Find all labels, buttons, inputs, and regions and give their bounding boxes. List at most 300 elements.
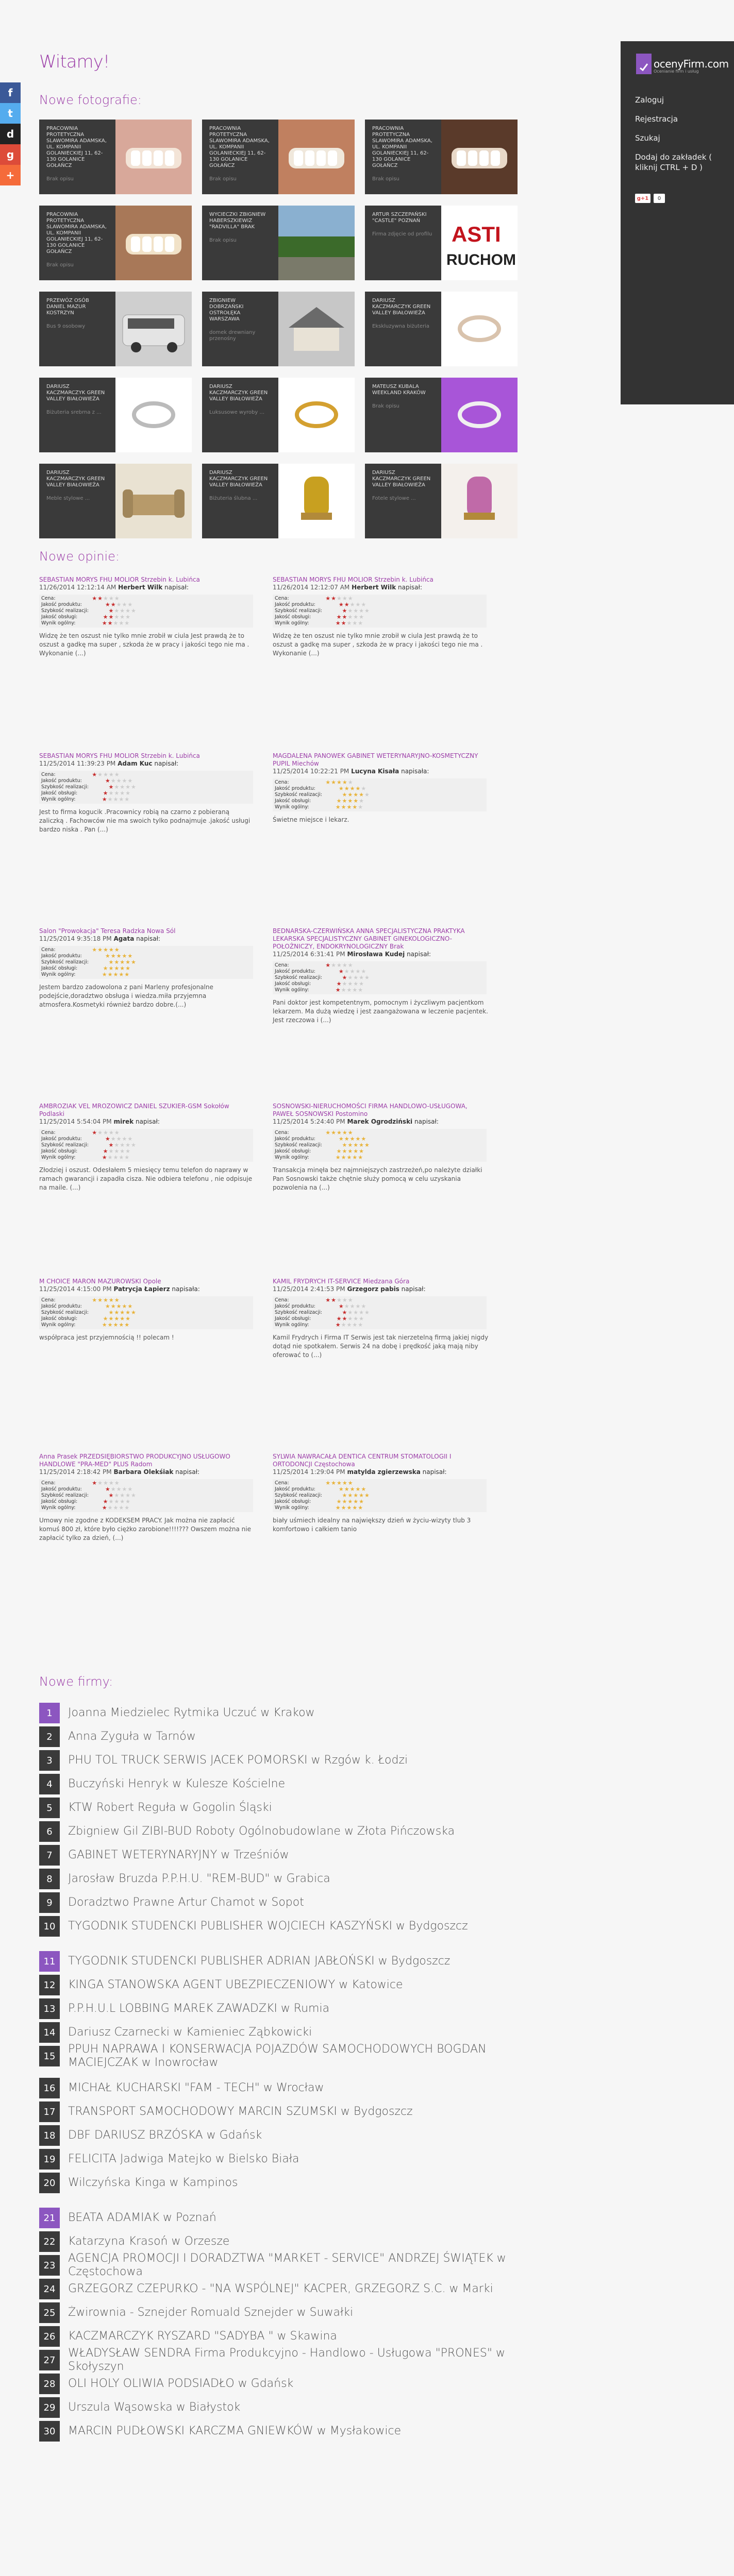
rating-row (41, 620, 251, 626)
photo-title: DARIUSZ KACZMARCZYK GREEN VALLEY BIAŁOWIEŻA (209, 384, 268, 402)
rating-label: Wynik ogólny: (275, 620, 309, 626)
star-icon: ★ (347, 1142, 354, 1148)
star-icon: ★ (359, 1148, 364, 1155)
star-icon: ★ (92, 771, 98, 778)
photo-title: DARIUSZ KACZMARCZYK GREEN VALLEY BIAŁOWIEŻA (372, 470, 431, 488)
review-item (273, 576, 489, 658)
firm-list-item[interactable] (39, 2173, 518, 2193)
star-icon: ★ (102, 796, 108, 803)
review-text: Widzę że ten oszust nie tylko mnie zrobił w ciula Jest prawdą że to oszust a gadkę ma super , szkoda że w pracy i jakości tego nie ma . Wykonanie (...) (273, 632, 483, 657)
review-wrote-label: napisał: (398, 584, 422, 591)
firm-name-link[interactable]: Anna Zyguła w Tarnów (68, 1730, 196, 1743)
star-icon: ★ (352, 804, 358, 810)
rating-label: Cena: (41, 772, 56, 777)
rating-label: Cena: (41, 1297, 56, 1303)
star-icon: ★ (122, 1303, 128, 1310)
firm-list-item[interactable] (39, 1892, 518, 1913)
star-icon: ★ (364, 607, 370, 614)
rating-row (41, 1322, 251, 1328)
photo-tile[interactable] (39, 378, 192, 452)
review-author: matylda zgierzewska (347, 1468, 421, 1476)
firm-name-link[interactable]: PPUH NAPRAWA I KONSERWACJA POJAZDÓW SAMOCHODOWYCH BOGDAN MACIEJCZAK w Inowrocław (68, 2043, 487, 2069)
review-item (39, 1453, 256, 1543)
photo-tile[interactable] (39, 120, 192, 194)
star-icon: ★ (127, 777, 134, 784)
star-icon: ★ (347, 1498, 354, 1505)
review-text: Widzę że ten oszust nie tylko mnie zrobił w ciula Jest prawdą że to oszust a gadkę ma super , szkoda że w pracy i jakości tego nie ma . Wykonanie (...) (39, 632, 249, 657)
rating-label: Jakość obsługi: (275, 1499, 311, 1504)
firm-name-link[interactable]: Katarzyna Krasoń w Orzesze (68, 2235, 230, 2248)
firm-number: 13 (39, 1998, 60, 2019)
star-icon: ★ (338, 968, 344, 975)
star-icon: ★ (107, 1154, 113, 1161)
star-icon: ★ (120, 959, 126, 965)
rating-row (275, 987, 485, 993)
photo-image (115, 464, 192, 538)
review-author: Adam Kuc (118, 760, 153, 767)
star-icon: ★ (355, 785, 361, 792)
star-icon: ★ (353, 980, 359, 987)
menu-search[interactable]: Szukaj (635, 133, 660, 143)
star-icon: ★ (353, 1492, 359, 1499)
star-icon: ★ (114, 1309, 120, 1316)
rating-label: Szybkość realizacji: (41, 784, 89, 790)
star-icon: ★ (124, 1321, 130, 1328)
review-wrote-label: napisał: (407, 951, 431, 958)
review-meta (39, 760, 256, 768)
star-icon: ★ (103, 965, 109, 972)
firm-name-link[interactable]: MICHAŁ KUCHARSKI "FAM - TECH" w Wrocław (68, 2081, 324, 2094)
review-firm-link[interactable]: SEBASTIAN MORYS FHU MOLIOR Strzebin k. Lubińca (273, 576, 433, 583)
rating-row (41, 614, 251, 620)
rating-table (39, 946, 253, 979)
firm-list-item[interactable] (39, 1774, 518, 1794)
firm-list-item[interactable] (39, 2302, 518, 2323)
firm-name-link[interactable]: Wilczyńska Kinga w Kampinos (68, 2176, 238, 2189)
review-firm-link[interactable]: Salon "Prowokacja" Teresa Radzka Nowa Sól (39, 927, 176, 935)
star-icon: ★ (341, 1321, 347, 1328)
rating-row (275, 1480, 485, 1486)
rating-row (41, 1130, 251, 1136)
rating-label: Cena: (41, 947, 56, 953)
firm-list-item[interactable] (39, 2125, 518, 2146)
star-icon: ★ (103, 1148, 109, 1155)
firm-number: 1 (39, 1703, 60, 1723)
star-rating (102, 1155, 142, 1161)
firm-number: 5 (39, 1798, 60, 1818)
star-icon: ★ (359, 1492, 364, 1499)
rating-table (273, 1129, 487, 1162)
firm-list-item[interactable] (39, 1821, 518, 1842)
photo-tile[interactable] (202, 206, 355, 280)
review-text: Pani doktor jest kompetentnym, pomocnym i życzliwym pacjentkom lekarzem. Ma dużą wiedzę i jest zaangażowana w leczenie pacjentek. Jest rzeczowa i (...) (273, 999, 488, 1024)
star-icon: ★ (125, 1498, 131, 1505)
firm-list-item[interactable] (39, 2078, 518, 2098)
star-icon: ★ (114, 959, 120, 965)
star-icon: ★ (108, 790, 114, 796)
star-rating (336, 1505, 376, 1511)
star-icon: ★ (359, 1142, 364, 1148)
review-date: 11/26/2014 12:12:14 AM (39, 584, 116, 591)
firm-name-link[interactable]: KTW Robert Reguła w Gogolin Śląski (68, 1801, 272, 1814)
review-wrote-label: napisał: (136, 935, 161, 942)
firm-list-item[interactable] (39, 2374, 518, 2394)
star-icon: ★ (105, 601, 111, 608)
photo-image (278, 292, 355, 366)
firm-list-item[interactable] (39, 2326, 518, 2347)
firm-number: 7 (39, 1845, 60, 1866)
star-icon: ★ (352, 1154, 358, 1161)
review-date: 11/26/2014 12:12:07 AM (273, 584, 350, 591)
star-icon: ★ (110, 1486, 116, 1493)
star-icon: ★ (359, 1309, 364, 1316)
rating-label: Jakość obsługi: (41, 1148, 78, 1154)
rating-label: Wynik ogólny: (275, 987, 309, 993)
firm-list-item[interactable] (39, 1998, 518, 2019)
rating-row (41, 959, 251, 965)
star-icon: ★ (125, 1309, 131, 1316)
firm-name-link[interactable]: PHU TOL TRUCK SERWIS JACEK POMORSKI w Rzgów k. Łodzi (68, 1754, 408, 1767)
review-firm-link[interactable]: M CHOICE MARON MAZUROWSKI Opole (39, 1278, 161, 1285)
firm-name-link[interactable]: Doradztwo Prawne Artur Chamot w Sopot (68, 1896, 304, 1909)
star-icon: ★ (107, 620, 113, 626)
star-icon: ★ (97, 771, 104, 778)
star-icon: ★ (103, 1315, 109, 1322)
star-icon: ★ (108, 1129, 114, 1136)
review-date: 11/25/2014 5:24:40 PM (273, 1118, 345, 1125)
star-icon: ★ (341, 987, 347, 993)
rating-table (39, 771, 253, 804)
star-icon: ★ (335, 1504, 341, 1511)
star-icon: ★ (352, 620, 358, 626)
firm-list-item[interactable] (39, 2252, 518, 2278)
star-icon: ★ (108, 771, 114, 778)
star-icon: ★ (346, 987, 353, 993)
firm-number: 21 (39, 2208, 60, 2228)
firm-list-item[interactable] (39, 2043, 518, 2069)
menu-register[interactable]: Rejestracja (635, 114, 678, 124)
star-icon: ★ (355, 601, 361, 608)
rating-table (273, 595, 487, 628)
star-icon: ★ (108, 946, 114, 953)
rating-row (275, 1310, 485, 1316)
rating-row (275, 975, 485, 981)
rating-label: Cena: (275, 596, 289, 601)
rating-label: Jakość produktu: (41, 953, 82, 959)
share-icon[interactable]: + (0, 165, 21, 185)
star-icon: ★ (119, 1321, 125, 1328)
rating-label: Jakość produktu: (41, 778, 82, 784)
photo-tile[interactable] (39, 464, 192, 538)
star-icon: ★ (102, 1321, 108, 1328)
photos-heading: Nowe fotografie: (39, 93, 142, 107)
rating-row (275, 596, 485, 602)
photo-caption (39, 206, 115, 280)
star-icon: ★ (352, 987, 358, 993)
star-icon: ★ (108, 1142, 114, 1148)
site-logo[interactable] (636, 54, 729, 74)
review-firm-link[interactable]: SYLWIA NAWRACAŁA DENTICA CENTRUM STOMATOLOGII I ORTODONCJI Częstochowa (273, 1453, 452, 1468)
firm-list-item[interactable] (39, 1750, 518, 1771)
rating-row (41, 965, 251, 972)
rating-label: Wynik ogólny: (275, 1322, 309, 1328)
star-icon: ★ (114, 965, 120, 972)
review-firm-link[interactable]: BEDNARSKA-CZERWIŃSKA ANNA SPECJALISTYCZNA PRAKTYKA LEKARSKA SPECJALISTYCZNY GABINET GINEKOLOGICZNO-POŁOŻNICZY, ENDOKRYNOLOGICZNY Brak (273, 927, 465, 950)
rating-label: Szybkość realizacji: (275, 1493, 322, 1498)
firm-number: 24 (39, 2279, 60, 2299)
rating-label: Wynik ogólny: (41, 1322, 76, 1328)
star-icon: ★ (127, 1486, 134, 1493)
photo-title: PRACOWNIA PROTETYCZNA SLAWOMIRA ADAMSKA, UL. KOMPANII GOLANIECKIEJ 11, 62-130 GOLANICE GOŁAŃCZ (46, 126, 107, 168)
star-icon: ★ (114, 614, 120, 620)
photo-caption (365, 120, 441, 194)
firm-name-link[interactable]: Joanna Miedzielec Rytmika Uczuć w Krakow (68, 1706, 315, 1719)
photo-tile[interactable] (39, 292, 192, 366)
firm-list-item[interactable] (39, 1951, 518, 1972)
review-item (273, 1103, 489, 1192)
firm-name-link[interactable]: Jarosław Bruzda P.P.H.U. "REM-BUD" w Grabica (68, 1872, 330, 1885)
star-icon: ★ (341, 620, 347, 626)
star-icon: ★ (347, 1309, 354, 1316)
star-icon: ★ (337, 962, 342, 969)
firm-list-item[interactable] (39, 2231, 518, 2252)
firm-number: 12 (39, 1975, 60, 1995)
star-icon: ★ (103, 1129, 109, 1136)
rating-row (275, 798, 485, 804)
rating-label: Szybkość realizacji: (41, 1493, 89, 1498)
review-firm-link[interactable]: SEBASTIAN MORYS FHU MOLIOR Strzebin k. Lubińca (39, 576, 200, 583)
photo-caption (365, 378, 441, 452)
twitter-icon[interactable]: t (0, 103, 21, 124)
firm-number: 30 (39, 2421, 60, 2442)
star-icon: ★ (108, 1148, 114, 1155)
star-icon: ★ (364, 1492, 370, 1499)
rating-label: Jakość obsługi: (41, 965, 78, 971)
firm-name-link[interactable]: WŁADYSŁAW SENDRA Firma Produkcyjno - Handlowo - Usługowa "PRONES" w Skołyszyn (68, 2347, 505, 2373)
firm-list-item[interactable] (39, 2279, 518, 2299)
photo-image (115, 378, 192, 452)
photo-tile[interactable] (365, 378, 518, 452)
rating-label: Jakość produktu: (275, 1136, 315, 1142)
review-item (273, 1453, 489, 1534)
star-icon: ★ (108, 1309, 114, 1316)
review-item (273, 1278, 489, 1360)
firm-list-item[interactable] (39, 2022, 518, 2043)
star-icon: ★ (122, 953, 128, 959)
firm-name-link[interactable]: DBF DARIUSZ BRZÓSKA w Gdańsk (68, 2129, 262, 2142)
star-icon: ★ (352, 1321, 358, 1328)
logo-icon (636, 54, 652, 74)
photo-description: Ekskluzywna biżuteria (372, 324, 430, 329)
star-icon: ★ (342, 1492, 348, 1499)
photo-tile[interactable] (365, 120, 518, 194)
photo-description: Brak opisu (209, 176, 237, 182)
star-icon: ★ (349, 1136, 356, 1142)
gplus-icon[interactable]: g (0, 144, 21, 165)
photo-tile[interactable] (365, 206, 518, 280)
star-icon: ★ (353, 974, 359, 981)
firm-list-item[interactable] (39, 1798, 518, 1818)
rating-row (275, 1303, 485, 1310)
rating-row (41, 1480, 251, 1486)
firm-name-link[interactable]: Żwirownia - Sznejder Romuald Sznejder w Suwałki (68, 2306, 354, 2319)
photo-tile[interactable] (39, 206, 192, 280)
photo-title: PRZEWÓZ OSÓB DANIEL MAZUR KOSTRZYN (46, 298, 89, 316)
rating-row (41, 1142, 251, 1148)
star-icon: ★ (336, 980, 342, 987)
star-icon: ★ (325, 962, 331, 969)
svg-text:ASTI: ASTI (452, 222, 501, 246)
star-icon: ★ (103, 614, 109, 620)
reviews-heading: Nowe opinie: (39, 549, 120, 564)
rating-label: Jakość produktu: (41, 1486, 82, 1492)
star-icon: ★ (105, 1486, 111, 1493)
firm-name-link[interactable]: Zbigniew Gil ZIBI-BUD Roboty Ogólnobudowlane w Złota Pińczowska (68, 1825, 455, 1838)
rating-label: Jakość produktu: (275, 1303, 315, 1309)
photo-caption (202, 378, 278, 452)
star-icon: ★ (113, 796, 119, 803)
review-meta (39, 1468, 256, 1476)
firm-list-item[interactable] (39, 1845, 518, 1866)
rating-row (275, 1155, 485, 1161)
firm-name-link[interactable]: KINGA STANOWSKA AGENT UBEZPIECZENIOWY w Katowice (68, 1978, 403, 1991)
star-icon: ★ (119, 1504, 125, 1511)
menu-bookmark[interactable]: Dodaj do zakładek ( kliknij CTRL + D ) (635, 152, 712, 172)
firm-number: 17 (39, 2102, 60, 2122)
firm-name-link[interactable]: OLI HOLY OLIWIA PODSIADŁO w Gdańsk (68, 2377, 294, 2390)
facebook-icon[interactable]: f (0, 82, 21, 103)
firm-name-link[interactable]: Urszula Wąsowska w Białystok (68, 2401, 241, 2414)
firm-name-link[interactable]: FELICITA Jadwiga Matejko w Bielsko Biała (68, 2153, 299, 2165)
review-meta (273, 951, 489, 958)
star-icon: ★ (125, 1492, 131, 1499)
rating-row (41, 784, 251, 790)
review-firm-link[interactable]: Anna Prasek PRZEDSIĘBIORSTWO PRODUKCYJNO USŁUGOWO HANDLOWE "PRA-MED" PLUS Radom (39, 1453, 230, 1468)
firm-list-item[interactable] (39, 2208, 518, 2228)
firm-list-item[interactable] (39, 2347, 518, 2373)
photo-tile[interactable] (202, 464, 355, 538)
star-icon: ★ (103, 1297, 109, 1303)
star-icon: ★ (359, 614, 364, 620)
rating-row (275, 1322, 485, 1328)
star-icon: ★ (346, 1321, 353, 1328)
photo-image (115, 292, 192, 366)
photo-image (278, 378, 355, 452)
star-icon: ★ (353, 1142, 359, 1148)
review-date: 11/25/2014 5:54:04 PM (39, 1118, 112, 1125)
review-firm-link[interactable]: SEBASTIAN MORYS FHU MOLIOR Strzebin k. Lubińca (39, 752, 200, 759)
star-icon: ★ (347, 779, 354, 786)
firm-list-item[interactable] (39, 2397, 518, 2418)
firm-name-link[interactable]: GABINET WETERYNARYJNY w Trześniów (68, 1849, 289, 1861)
firm-name-link[interactable]: P.P.H.U.L LOBBING MAREK ZAWADZKI w Rumia (68, 2002, 330, 2015)
gplus-widget (635, 194, 665, 203)
photo-caption (365, 464, 441, 538)
firm-list-item[interactable] (39, 1916, 518, 1937)
star-icon: ★ (331, 1129, 337, 1136)
firm-name-link[interactable]: TYGODNIK STUDENCKI PUBLISHER WOJCIECH KASZYŃSKI w Bydgoszcz (68, 1920, 468, 1933)
star-icon: ★ (346, 804, 353, 810)
star-icon: ★ (103, 946, 109, 953)
star-icon: ★ (102, 1504, 108, 1511)
rating-label: Jakość obsługi: (275, 614, 311, 620)
star-icon: ★ (355, 1486, 361, 1493)
firm-name-link[interactable]: Dariusz Czarnecki w Kamieniec Ząbkowicki (68, 2026, 312, 2039)
star-icon: ★ (364, 1309, 370, 1316)
rating-label: Szybkość realizacji: (275, 1310, 322, 1315)
star-icon: ★ (120, 607, 126, 614)
star-icon: ★ (92, 1297, 98, 1303)
photo-tile[interactable] (365, 292, 518, 366)
review-firm-link[interactable]: MAGDALENA PANOWEK GABINET WETERYNARYJNO-KOSMETYCZNY PUPIL Miechów (273, 752, 478, 767)
firm-list-item[interactable] (39, 2421, 518, 2442)
star-icon: ★ (114, 1129, 120, 1136)
photo-tile[interactable] (365, 464, 518, 538)
star-rating (336, 1322, 376, 1328)
star-icon: ★ (127, 1303, 134, 1310)
firm-name-link[interactable]: TRANSPORT SAMOCHODOWY MARCIN SZUMSKI w Bydgoszcz (68, 2105, 413, 2118)
firm-number: 8 (39, 1869, 60, 1889)
firm-name-link[interactable]: AGENCJA PROMOCJI I DORADZTWA "MARKET - SERVICE" ANDRZEJ ŚWIĄTEK w Częstochowa (68, 2252, 506, 2278)
firm-list-item[interactable] (39, 1703, 518, 1723)
rating-table (39, 1129, 253, 1162)
firm-list-item[interactable] (39, 2149, 518, 2170)
review-text: Jest to firma kogucik .Pracownicy robią na czarno z pobieraną zaliczką . Fachowców nie ma swoich tylko podnajmuje .jakość usługi bardzo niska . Pan (...) (39, 808, 251, 833)
review-firm-link[interactable]: AMBROZIAK VEL MROZOWICZ DANIEL SZUKIER-GSM Sokołów Podlaski (39, 1103, 229, 1117)
rating-row (275, 1130, 485, 1136)
firm-list-item[interactable] (39, 1726, 518, 1747)
star-icon: ★ (131, 1142, 137, 1148)
firm-name-link[interactable]: BEATA ADAMIAK w Poznań (68, 2211, 216, 2224)
firm-list-item[interactable] (39, 2102, 518, 2122)
firm-name-link[interactable]: TYGODNIK STUDENCKI PUBLISHER ADRIAN JABŁOŃSKI w Bydgoszcz (68, 1955, 451, 1968)
star-icon: ★ (359, 980, 364, 987)
star-icon: ★ (113, 971, 119, 978)
star-icon: ★ (114, 1142, 120, 1148)
photo-tile[interactable] (202, 120, 355, 194)
digg-icon[interactable]: d (0, 124, 21, 144)
review-firm-link[interactable]: KAMIL FRYDRYCH IT-SERVICE Miedzana Góra (273, 1278, 410, 1285)
star-rating (336, 804, 376, 810)
photo-tile[interactable] (202, 378, 355, 452)
star-icon: ★ (127, 1136, 134, 1142)
rating-row (41, 1148, 251, 1155)
star-icon: ★ (92, 595, 98, 602)
photo-tile[interactable] (202, 292, 355, 366)
star-icon: ★ (108, 1315, 114, 1322)
firm-name-link[interactable]: KACZMARCZYK RYSZARD "SADYBA " w Skawina (68, 2330, 337, 2343)
rating-row (275, 614, 485, 620)
review-firm-link[interactable]: SOSNOWSKI-NIERUCHOMOŚCI FIRMA HANDLOWO-USŁUGOWA, PAWEŁ SOSNOWSKI Postomino (273, 1103, 468, 1117)
firm-list-item[interactable] (39, 1975, 518, 1995)
firm-name-link[interactable]: Buczyński Henryk w Kulesze Kościelne (68, 1777, 286, 1790)
rating-label: Jakość produktu: (41, 602, 82, 607)
star-icon: ★ (336, 1498, 342, 1505)
star-icon: ★ (355, 1303, 361, 1310)
firm-list-item[interactable] (39, 1869, 518, 1889)
gplus-button[interactable]: g+1 (635, 194, 650, 203)
star-icon: ★ (325, 1297, 331, 1303)
photo-title: DARIUSZ KACZMARCZYK GREEN VALLEY BIAŁOWIEŻA (372, 298, 431, 316)
firm-name-link[interactable]: GRZEGORZ CZEPURKO - "NA WSPÓLNEJ" KACPER, GRZEGORZ S.C. w Marki (68, 2282, 493, 2295)
star-icon: ★ (125, 965, 131, 972)
star-icon: ★ (110, 601, 116, 608)
star-icon: ★ (361, 601, 367, 608)
menu-login[interactable]: Zaloguj (635, 95, 664, 105)
firm-name-link[interactable]: MARCIN PUDŁOWSKI KARCZMA GNIEWKÓW w Mysłakowice (68, 2425, 402, 2437)
photo-image (115, 120, 192, 194)
star-icon: ★ (110, 953, 116, 959)
